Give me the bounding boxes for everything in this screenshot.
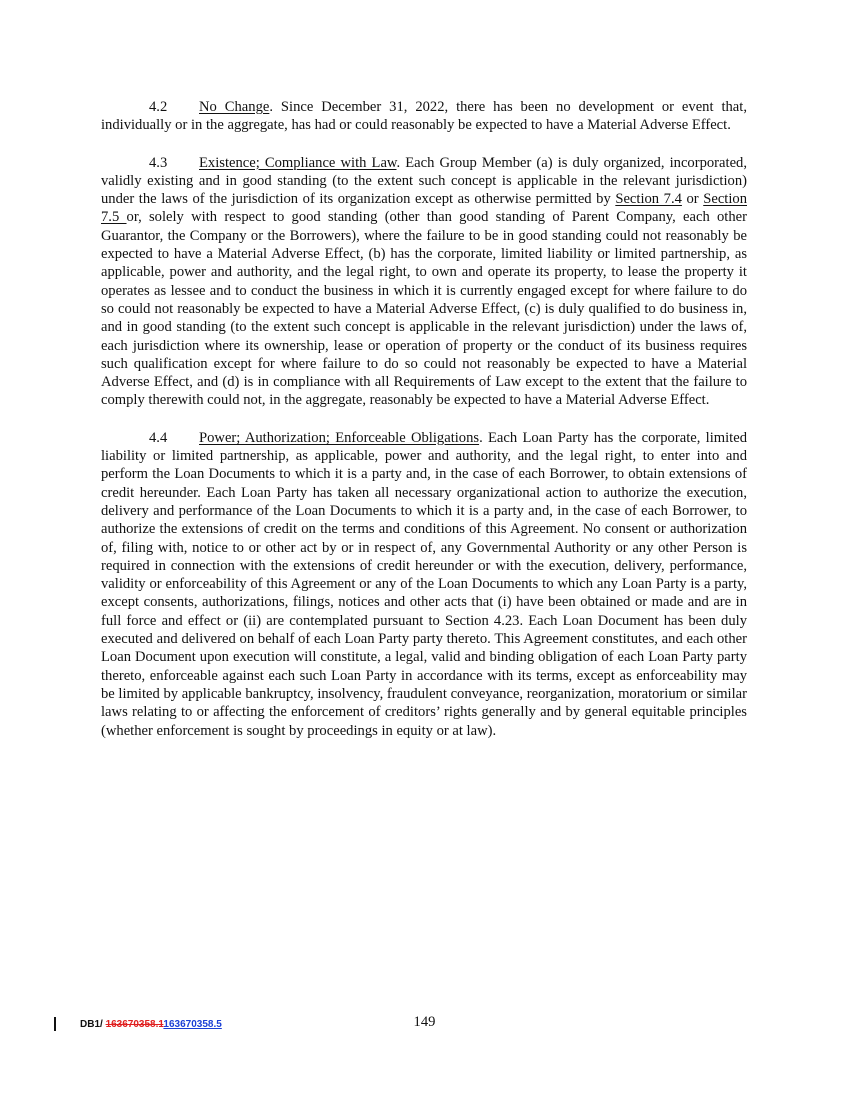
section-number: 4.2 — [149, 99, 168, 115]
section-number: 4.4 — [149, 429, 168, 446]
section-text: . Each Loan Party has the corporate, limited liability or limited partnership, as applicable, power and authority, and the legal right, to enter into and perform the Loan Documents to which it is a party and, in the case of each Borrower, to obtain extensions of credit hereunder. Each Loan Party has taken all necessary organizational action to authorize the execution, delivery and performance of the Loan Documents to which it is a party and, in the case of each Borrower, to authorize the extensions of credit on the terms and conditions of this Agreement. No consent or authorization of, filing with, notice to or other act by or in respect of, any Governmental Authority or any other Person is required in connection with the extensions of credit hereunder or with the execution, delivery, performance, validity or enforceability of this Agreement or any of the Loan Documents to which any Loan Party is a party, except consents, authorizations, filings, notices and other acts that (i) have been obtained or made and are in full force and effect or (ii) are contemplated pursuant to Section 4.23. Each Loan Document has been duly executed and delivered on behalf of each Loan Party party thereto. This Agreement constitutes, and each other Loan Document upon execution will constitute, a legal, valid and binding obligation of each Loan Party party thereto, enforceable against each such Loan Party in accordance with its terms, except as enforceability may be limited by applicable bankruptcy, insolvency, fraudulent conveyance, reorganization, moratorium or similar laws relating to or affecting the enforcement of creditors’ rights generally and by general equitable principles (whether enforcement is sought by proceedings in equity or at law). — [101, 429, 747, 739]
section-heading: No Change — [199, 99, 270, 115]
section-4-3 — [101, 154, 747, 410]
section-heading: Existence; Compliance with Law — [199, 154, 397, 171]
page-footer — [0, 1014, 849, 1044]
page-number: 149 — [413, 1014, 436, 1030]
section-text: or, solely with respect to good standing (other than good standing of Parent Company, each other Guarantor, the Company or the Borrowers), where the failure to be in good standing could not reasonably be expected to have a Material Adverse Effect, (b) has the corporate, limited liability or limited partnership, as applicable, power and authority, and the legal right, to own and operate its property, to lease the property it operates as lessee and to conduct the business in which it is currently engaged except for where failure to do so could not reasonably be expected to have a Material Adverse Effect, (c) is duly qualified to do business in, and in good standing (to the extent such concept is applicable in the relevant jurisdiction) under the laws of, each jurisdiction where its ownership, lease or operation of property or the conduct of its business requires such qualification except for where failure to do so could not reasonably be expected to have a Material Adverse Effect, and (d) is in compliance with all Requirements of Law except to the extent that the failure to comply therewith could not, in the aggregate, reasonably be expected to have a Material Adverse Effect. — [101, 209, 747, 409]
document-body — [101, 98, 747, 759]
inserted-document-id: 163670358.5 — [163, 1019, 222, 1030]
section-4-2 — [101, 98, 747, 135]
section-4-4 — [101, 429, 747, 740]
section-text: or — [681, 191, 704, 208]
section-heading: Power; Authorization; Enforceable Obligations — [199, 429, 480, 446]
section-text: . Since December 31, 2022, there has been no development or event that, individually or in the aggregate, has had or could reasonably be expected to have a Material Adverse Effect. — [101, 99, 747, 134]
section-reference-link[interactable]: Section 7.5 — [101, 191, 747, 226]
section-reference-link[interactable]: Section 7.4 — [615, 191, 682, 208]
document-id-prefix: DB1/ — [80, 1019, 106, 1030]
deleted-document-id: 163670358.1 — [105, 1019, 164, 1030]
section-text: . Each Group Member (a) is duly organized, incorporated, validly existing and in good standing (to the extent such concept is applicable in the relevant jurisdiction) under the laws of the jurisdiction of its organization except as otherwise permitted by — [101, 154, 747, 208]
section-number: 4.3 — [149, 154, 168, 171]
